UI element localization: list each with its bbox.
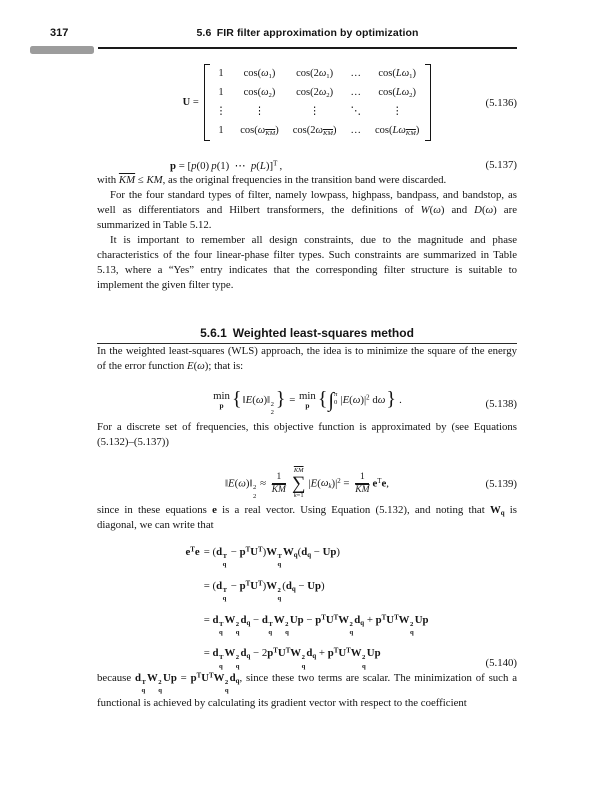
matrix-cell: 1 [218, 68, 224, 79]
equation-body: min p {‖E(ω)‖ 2 2 } = min p {∫ π 0 $|E(\omega)|^2$ dω} . [213, 388, 402, 416]
matrix-cell: ⋮ [391, 106, 403, 117]
running-head-section-title: 5.6 FIR filter approximation by optimization [196, 27, 419, 39]
matrix-cell: … [350, 125, 362, 136]
matrix-cell: ⋮ [215, 106, 227, 117]
matrix-cell: $\cos(\omega_{\overline{KM}})$ [240, 125, 279, 137]
matrix-cell: $\cos(\omega_2)$ [243, 87, 276, 99]
equation-number: (5.139) [485, 478, 517, 490]
matrix-cell: … [350, 68, 362, 79]
paragraph: For a discrete set of frequencies, this objective function is approximated by (see Equations (5.132)–(5.137)) [97, 421, 517, 448]
matrix-cell: $\cos(L\omega_2)$ [378, 87, 416, 99]
matrix-cell: $\cos(\omega_1)$ [243, 68, 276, 80]
equation-5-140 [97, 546, 517, 671]
equation-lhs: $e^Te$ [185, 546, 200, 558]
matrix-cell: 1 [218, 87, 224, 98]
matrix-right-bracket [425, 64, 431, 141]
header-rule [98, 47, 517, 49]
matrix-cell: $\cos(2\omega_{\overline{KM}})$ [292, 125, 337, 137]
matrix-grid [210, 64, 426, 141]
equation-lhs: U = [182, 97, 199, 108]
equation-line: = d T q W 2 q $d_q - d$ T q W 2 q $Up - p^TU^TW$ 2 q $d_q + p^TU^TW$ 2 q Up [203, 613, 429, 636]
equation-number: (5.137) [485, 159, 517, 171]
text-column [97, 56, 517, 711]
equation-lhs-spacer [185, 580, 199, 604]
matrix-cell: $\cos(L\omega_1)$ [378, 68, 416, 80]
matrix-cell: ⋮ [309, 106, 320, 117]
matrix-cell: 1 [218, 125, 224, 136]
equation-number: (5.136) [485, 96, 517, 109]
matrix [204, 64, 432, 141]
matrix-cell: $\cos(2\omega_1)$ [296, 68, 334, 80]
paragraph: It is important to remember all design constraints, due to the magnitude and phase characteristics of the four linear-phase filter types. Such constraints are summarized in Table 5.13, where a “Yes” entry indicates that the corresponding filter structure is suitable to implement the given filter type. [97, 234, 517, 291]
equation-line: = d T q W 2 q $d_q - 2p^TU^TW$ 2 q $d_q + p^TU^TW$ 2 q Up [203, 647, 381, 670]
equation-5-136 [97, 64, 517, 141]
paragraph: For the four standard types of filter, namely lowpass, highpass, bandpass, and bandstop, as well as differentiators and Hilbert transformers, the definitions of W(ω) and D(ω) are summarized in Table 5.12. [97, 189, 517, 231]
equation-lhs-spacer [185, 614, 199, 638]
page-number-bar [30, 46, 94, 54]
matrix-cell: … [350, 87, 362, 98]
equation-5-138 [97, 388, 517, 420]
equation-5-137 [97, 157, 517, 173]
equation-lhs-spacer [185, 647, 199, 671]
equation-body: p = [p(0) p(1) ⋯ p(L)]$^T$ , [170, 159, 283, 172]
matrix-cell: $\cos(L\omega_{\overline{KM}})$ [375, 125, 420, 137]
subsection-heading: 5.6.1 Weighted least-squares method [200, 326, 414, 340]
equation-body: ‖E(ω)‖ 2 2 ≈ $\frac{1}{KM}$ $\overline{KM}$ ∑ k=1 $|E(\omega_k)|^2$ = $\frac{1}{KM}$ $e^Te$, [225, 466, 389, 500]
paragraph: because d T q W 2 q $Up = p^TU^TW$ 2 q $d_q$, since these two terms are scalar. The minimization of such a functional is achieved by calculating its gradient vector with respect to the coefficient [97, 672, 517, 709]
matrix-cell: $\cos(2\omega_2)$ [296, 87, 334, 99]
equation-number: (5.140) [485, 657, 517, 669]
equation-5-139 [97, 465, 517, 503]
matrix-cell: ⋮ [254, 106, 265, 117]
equation-line: = (d T q − $p^TU^T)W$ 2 q $(d_q - Up)$ [203, 579, 325, 603]
page-number: 317 [50, 27, 69, 39]
equation-number: (5.138) [485, 398, 517, 410]
paragraph: since in these equations e is a real vector. Using Equation (5.132), and noting that $W_q$ is diagonal, we can write that [97, 504, 518, 531]
equation-line: = (d T q − $p^TU^T)W$ T q $W_q(d_q - Up)$ [203, 546, 341, 569]
paragraph: In the weighted least-squares (WLS) approach, the idea is to minimize the square of the energy of the error function E(ω); that is: [97, 345, 517, 372]
matrix-cell: ⋱ [350, 106, 362, 117]
paragraph: with $\overline{KM}$ ≤ KM, as the original frequencies in the transition band were discarded. [97, 174, 447, 186]
